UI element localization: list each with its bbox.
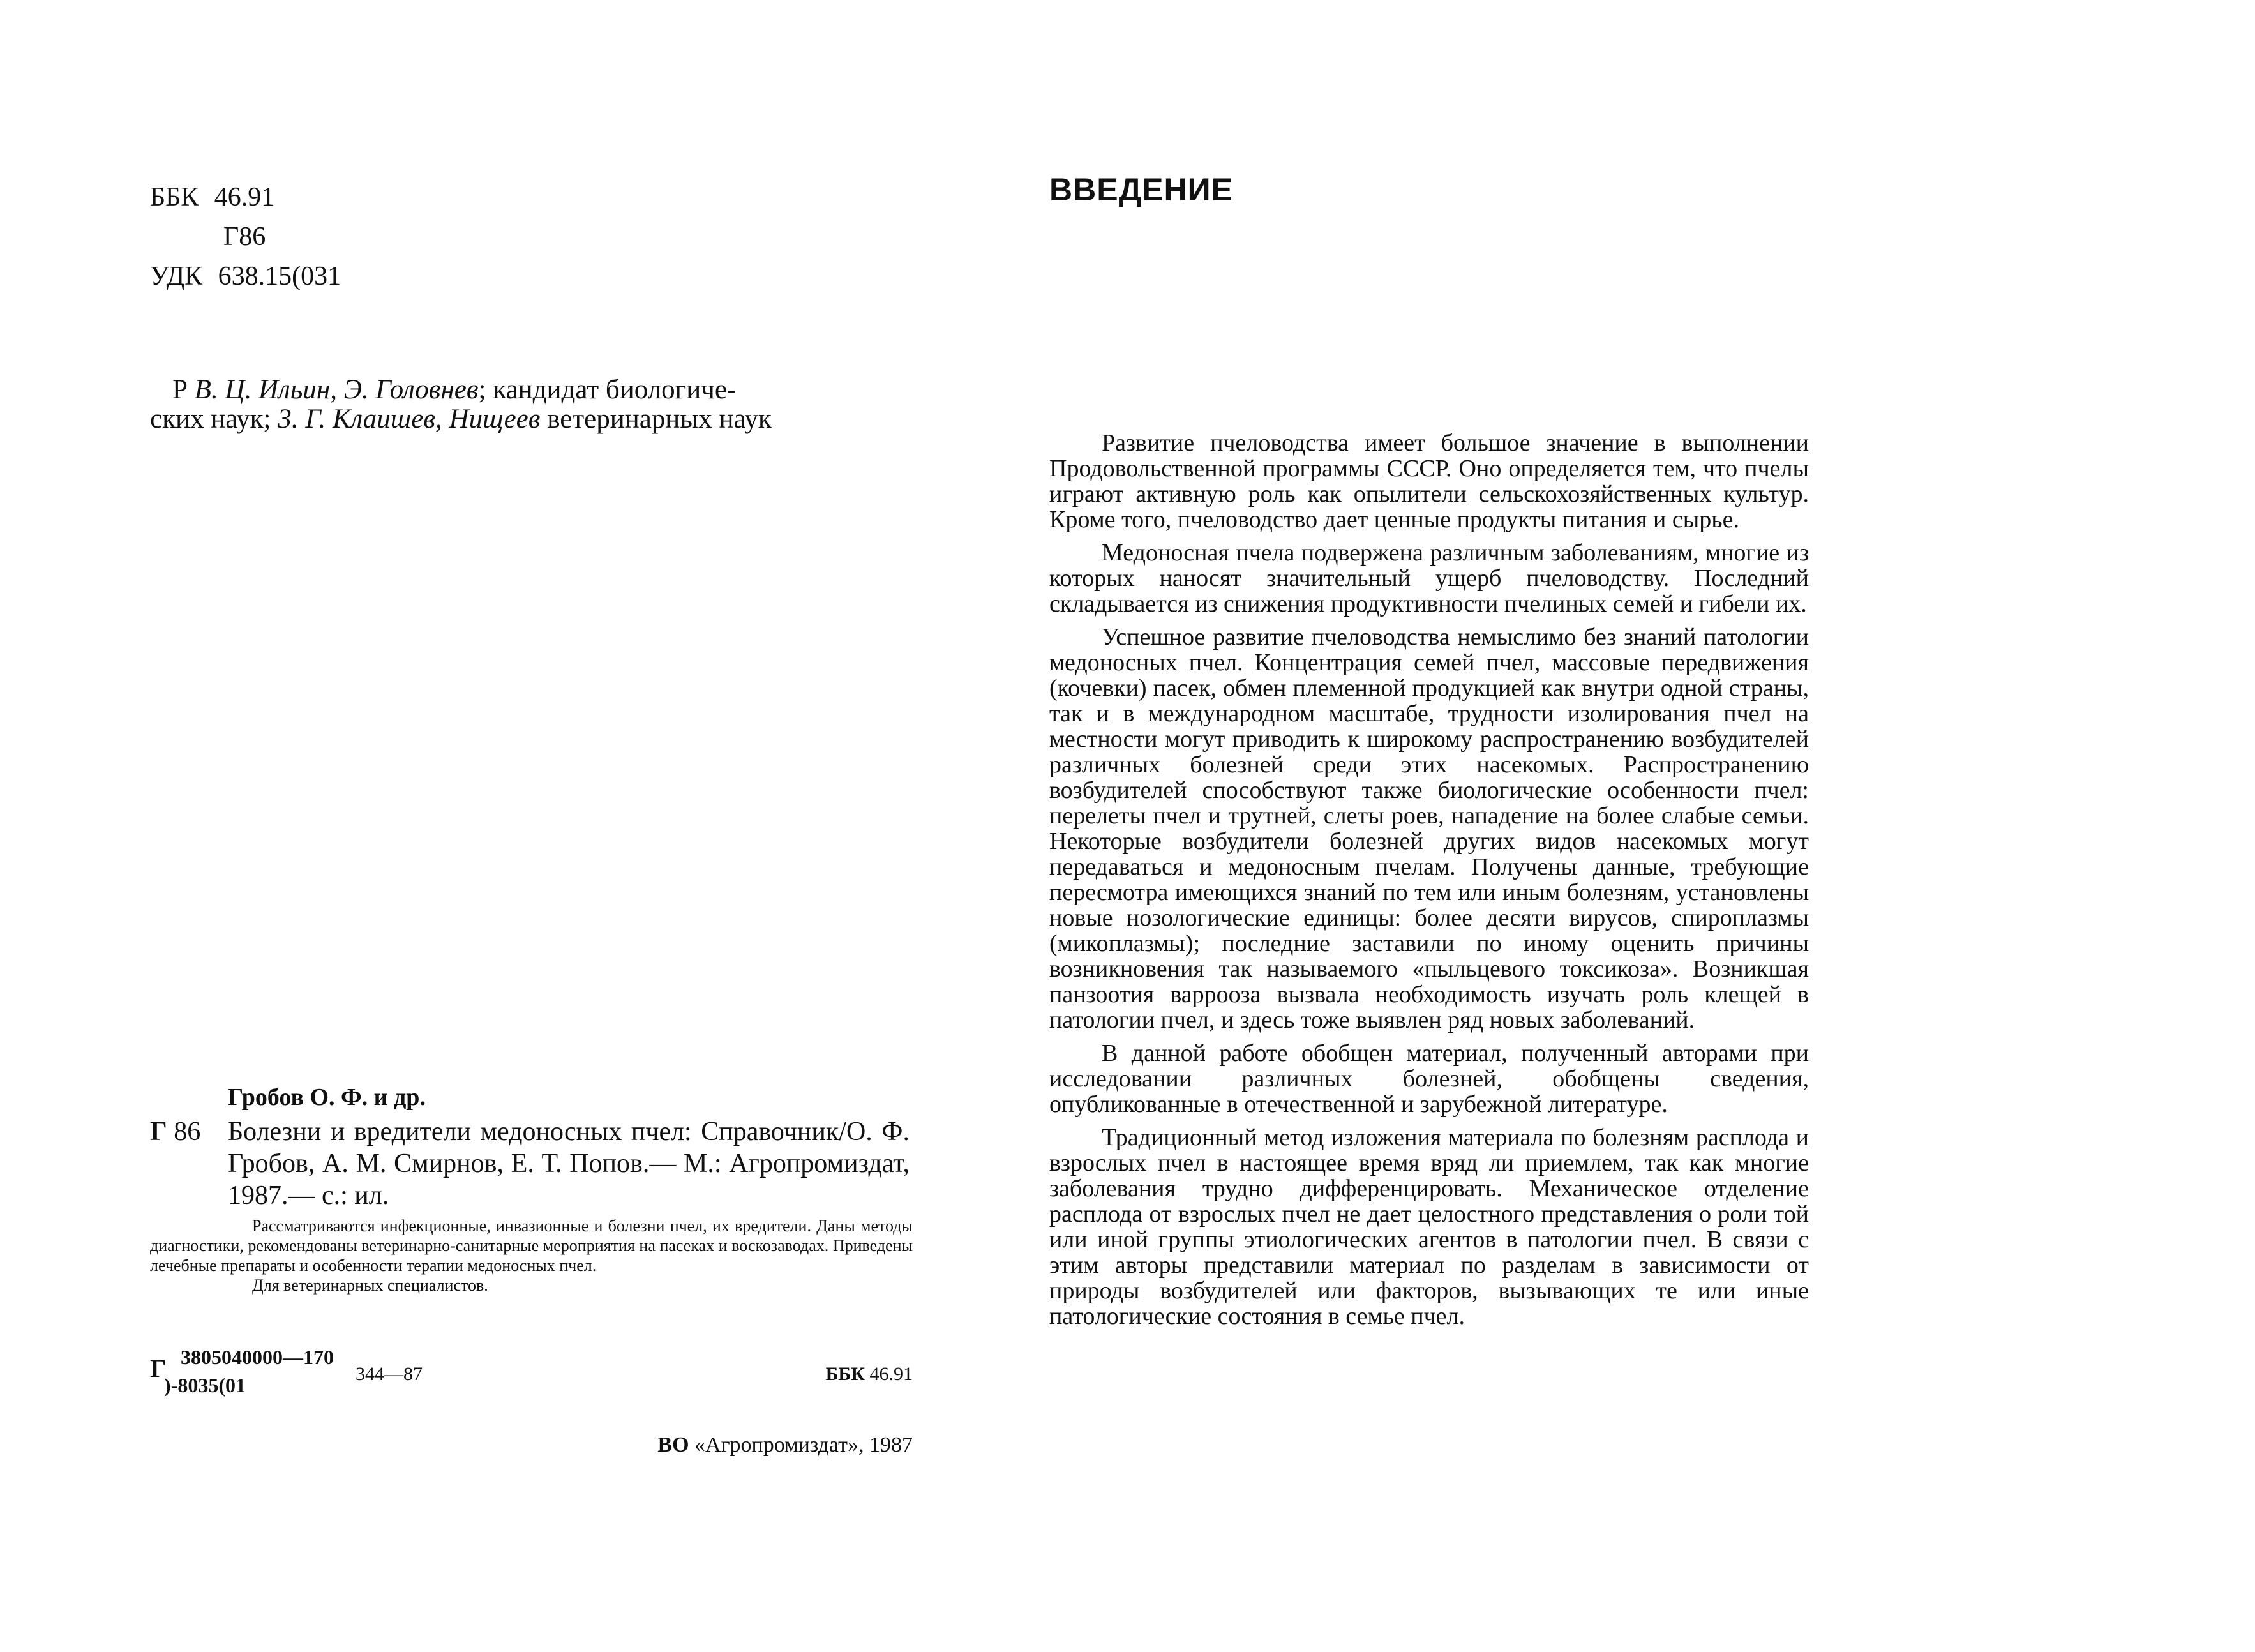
imprint-bbk-label: ББК bbox=[825, 1363, 865, 1385]
introduction-text bbox=[1049, 430, 1809, 1337]
catalog-code-number: 86 bbox=[174, 1117, 201, 1146]
reviewer-degree-1-end: ских наук; bbox=[150, 404, 271, 434]
intro-paragraph-5: Традиционный метод изложения материала по болезням расплода и взрослых пчел в настоящее время вряд ли приемлем, так как многие заболевания трудно дифференцировать. Механическое отделение расплода от взрослых пчел не дает целостного представления о роли той или иной группы этиологических агентов в патологии пчел. В связи с этим авторы представили материал по разделам в зависимости от природы возбудителей или факторов, вызывающих те или иные патологические состояния в семье пчел. bbox=[1049, 1124, 1809, 1330]
bbk-label: ББК bbox=[150, 183, 199, 212]
imprint-number-1: 3805040000—170 bbox=[181, 1346, 334, 1369]
publisher-name: «Агропромиздат», 1987 bbox=[694, 1433, 913, 1457]
catalog-entry bbox=[150, 1116, 910, 1212]
intro-paragraph-3: Успешное развитие пчеловодства немыслимо без знаний патологии медоносных пчел. Концентрация семей пчел, массовые передвижения (кочевки) пасек, обмен племенной продукцией как внутри одной страны, так и в международном масштабе, трудности изолирования пчел на местности могут приводить к широкому распространению возбудителей различных болезней среди этих насекомых. Распространению возбудителей способствуют также биологические особенности пчел: перелеты пчел и трутней, слеты роев, нападение на более слабые семьи. Некоторые возбудители болезней других видов насекомых могут передаваться и медоносным пчелам. Получены данные, требующие пересмотра имеющихся знаний по тем или иным болезням, установлены новые нозологические единицы: более десяти вирусов, спироплазмы (микоплазмы); последние заставили по иному оценить причины возникновения так называемого «пыльцевого токсикоза». Возникшая панзоотия варрооза вызвала необходимость изучать роль клещей в патологии пчел, и здесь тоже выявлен ряд новых заболеваний. bbox=[1049, 624, 1809, 1033]
annotation-block bbox=[150, 1216, 913, 1295]
imprint-bbk bbox=[826, 1363, 913, 1385]
intro-paragraph-2: Медоносная пчела подвержена различным заболеваниям, многие из которых наносят значительный ущерб пчеловодству. Последний складывается из снижения продуктивности пчелиных семей и гибели их. bbox=[1049, 539, 1809, 617]
catalog-code-letter: Г bbox=[150, 1117, 167, 1146]
udk-value: 638.15(031 bbox=[218, 262, 341, 291]
udk-line bbox=[150, 263, 341, 290]
annotation-paragraph-1: Рассматриваются инфекционные, инвазионные и болезни пчел, их вредители. Даны методы диагностики, рекомендованы ветеринарно-санитарные мероприятия на пасеках и воскозаводах. Приведены лечебные препараты и особенности терапии медоносных пчел. bbox=[150, 1217, 913, 1275]
reviewers-line-2 bbox=[150, 405, 788, 434]
left-page bbox=[0, 0, 1127, 1652]
bbk-line bbox=[150, 184, 274, 211]
publisher-org: ВО bbox=[657, 1433, 689, 1457]
reviewer-name-1: В. Ц. Ильин, Э. Головнев bbox=[194, 375, 479, 405]
imprint-block bbox=[150, 1346, 913, 1403]
author-heading: Гробов О. Ф. и др. bbox=[228, 1084, 426, 1111]
imprint-bbk-value: 46.91 bbox=[869, 1363, 913, 1385]
reviewers-prefix: Р bbox=[172, 375, 188, 405]
udk-label: УДК bbox=[150, 262, 203, 291]
author-mark: Г86 bbox=[223, 222, 266, 252]
intro-paragraph-1: Развитие пчеловодства имеет большое значение в выполнении Продовольственной программы СССР. Оно определяется тем, что пчелы играют активную роль как опылители сельскохозяйственных культур. Кроме того, пчеловодство дает ценные продукты питания и сырье. bbox=[1049, 430, 1809, 533]
imprint-number-2: )-8035(01 bbox=[164, 1374, 246, 1397]
publisher-line bbox=[150, 1433, 913, 1457]
reviewers-block bbox=[150, 375, 788, 434]
catalog-code bbox=[150, 1116, 200, 1148]
reviewer-degree-2: ветеринарных наук bbox=[547, 404, 772, 434]
reviewers-line-1 bbox=[150, 375, 788, 405]
bbk-value: 46.91 bbox=[214, 183, 275, 212]
catalog-description: Болезни и вредители медоносных пчел: Справочник/О. Ф. Гробов, А. М. Смирнов, Е. Т. Попов.— М.: Агропромиздат, 1987.— с.: ил. bbox=[228, 1117, 910, 1210]
page-title: ВВЕДЕНИЕ bbox=[1049, 172, 1233, 207]
imprint-number-3: 344—87 bbox=[356, 1363, 423, 1385]
annotation-paragraph-2: Для ветеринарных специалистов. bbox=[252, 1276, 488, 1295]
imprint-letter: Г bbox=[150, 1354, 167, 1383]
intro-paragraph-4: В данной работе обобщен материал, полученный авторами при исследовании различных болезней, обобщены сведения, опубликованные в отечественной и зарубежной литературе. bbox=[1049, 1040, 1809, 1118]
reviewer-degree-1: ; кандидат биологиче- bbox=[478, 375, 737, 405]
reviewer-name-2: 3. Г. Клаишев, Нищеев bbox=[278, 404, 541, 434]
